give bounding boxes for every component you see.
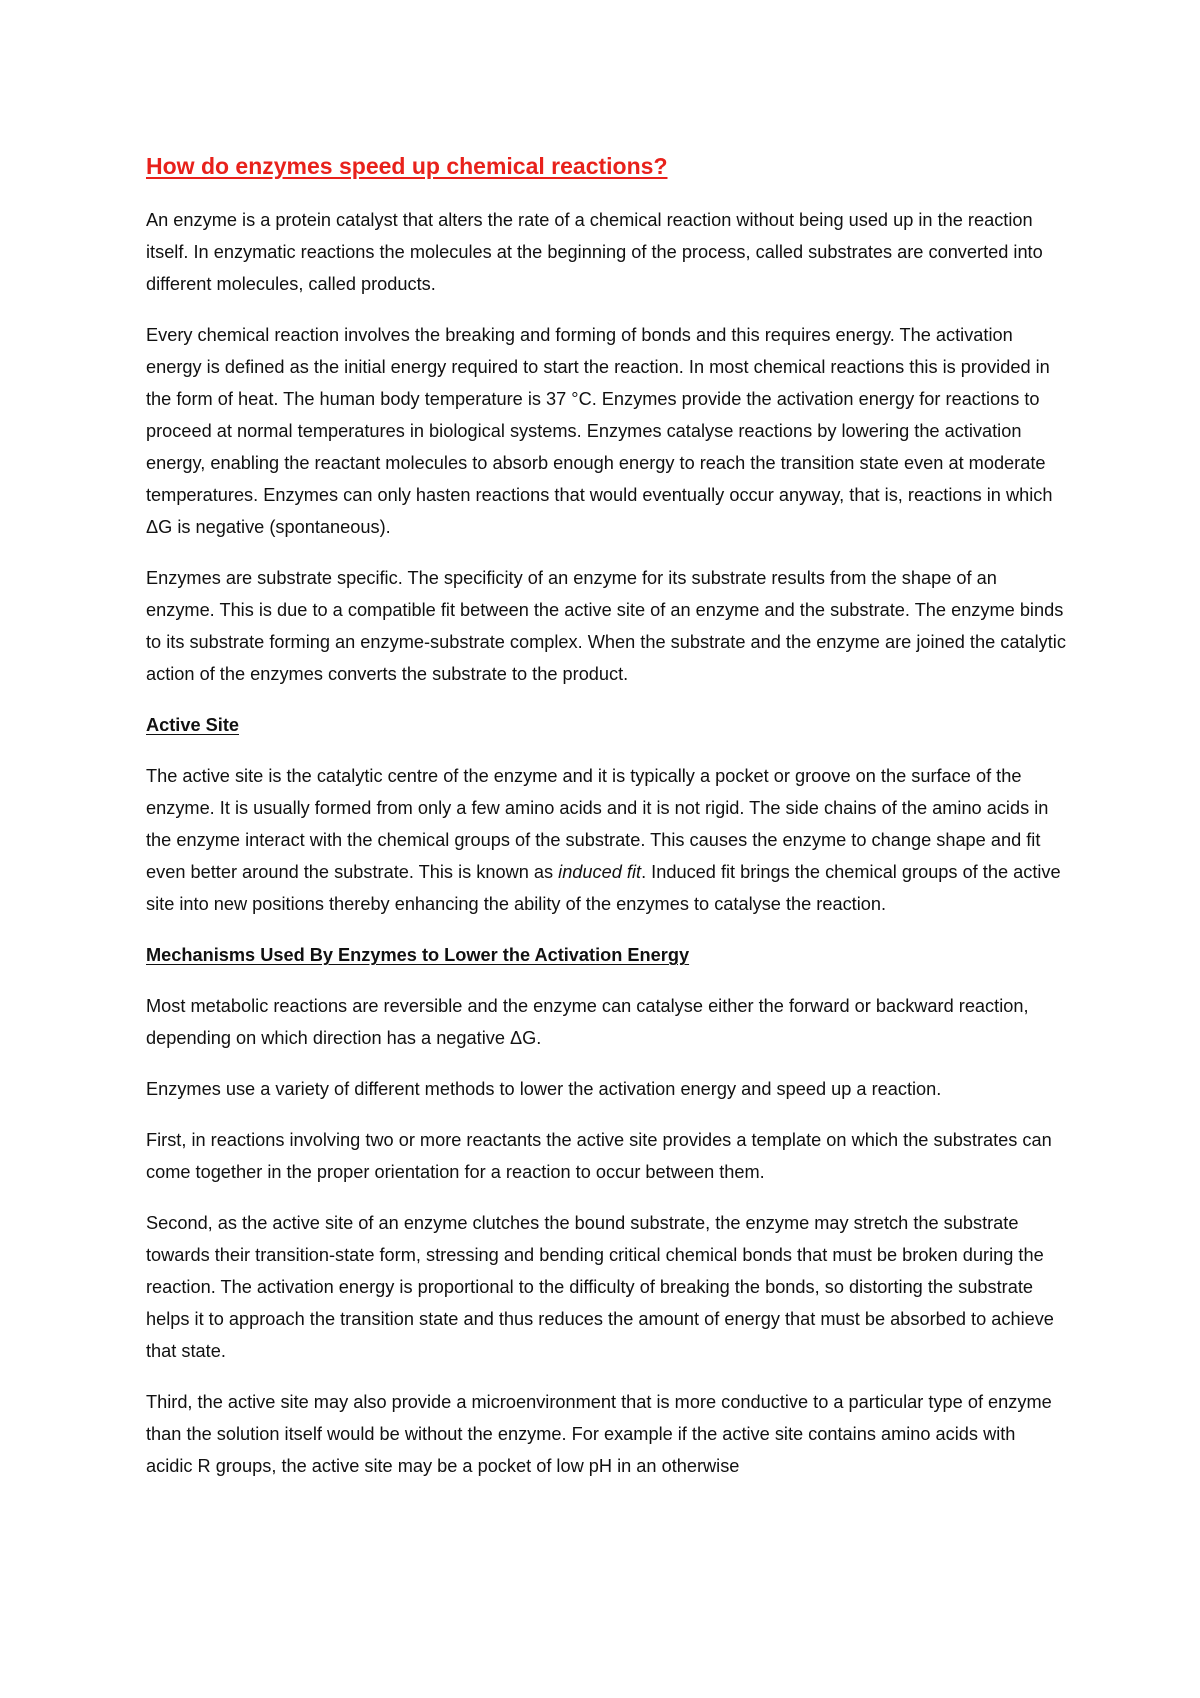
heading-mechanisms: Mechanisms Used By Enzymes to Lower the Activation Energy <box>146 945 690 965</box>
paragraph-active-site <box>146 760 1066 920</box>
paragraph-substrate-specific: Enzymes are substrate specific. The specificity of an enzyme for its substrate results from the shape of an enzyme. This is due to a compatible fit between the active site of an enzyme and the substrate. The enzyme binds to its substrate forming an enzyme-substrate complex. When the substrate and the enzyme are joined the catalytic action of the enzymes converts the substrate to the product. <box>146 568 1066 684</box>
induced-fit-term: induced fit <box>558 862 642 882</box>
active-site-text-end: . Induced fit brings the chemical groups of the active site into new positions thereby enhancing the ability of the enzymes to catalyse the reaction. <box>146 862 1061 914</box>
paragraph-third-method: Third, the active site may also provide a microenvironment that is more conductive to a particular type of enzyme than the solution itself would be without the enzyme. For example if the active site contains amino acids with acidic R groups, the active site may be a pocket of low pH in an otherwise <box>146 1392 1052 1476</box>
heading-active-site: Active Site <box>146 715 239 735</box>
active-site-text-start: The active site is the catalytic centre of the enzyme and it is typically a pocket or groove on the surface of the enzyme. It is usually formed from only a few amino acids and it is not rigid. The side chains of the amino acids in the enzyme interact with the chemical groups of the substrate. This causes the enzyme to change shape and fit even better around the substrate. This is known as <box>146 766 1049 882</box>
paragraph-activation-energy: Every chemical reaction involves the breaking and forming of bonds and this requires energy. The activation energy is defined as the initial energy required to start the reaction. In most chemical reactions this is provided in the form of heat. The human body temperature is 37 °C. Enzymes provide the activation energy for reactions to proceed at normal temperatures in biological systems. Enzymes catalyse reactions by lowering the activation energy, enabling the reactant molecules to absorb enough energy to reach the transition state even at moderate temperatures. Enzymes can only hasten reactions that would eventually occur anyway, that is, reactions in which ΔG is negative (spontaneous). <box>146 325 1053 537</box>
paragraph-methods: Enzymes use a variety of different methods to lower the activation energy and speed up a reaction. <box>146 1079 942 1099</box>
document-title: How do enzymes speed up chemical reactions? <box>146 153 668 179</box>
document-body <box>146 150 1066 1501</box>
paragraph-reversible-reactions: Most metabolic reactions are reversible and the enzyme can catalyse either the forward or backward reaction, depending on which direction has a negative ΔG. <box>146 996 1029 1048</box>
paragraph-second-method: Second, as the active site of an enzyme clutches the bound substrate, the enzyme may stretch the substrate towards their transition-state form, stressing and bending critical chemical bonds that must be broken during the reaction. The activation energy is proportional to the difficulty of breaking the bonds, so distorting the substrate helps it to approach the transition state and thus reduces the amount of energy that must be absorbed to achieve that state. <box>146 1213 1054 1361</box>
paragraph-enzyme-definition: An enzyme is a protein catalyst that alters the rate of a chemical reaction without being used up in the reaction itself. In enzymatic reactions the molecules at the beginning of the process, called substrates are converted into different molecules, called products. <box>146 210 1043 294</box>
paragraph-first-method: First, in reactions involving two or more reactants the active site provides a template on which the substrates can come together in the proper orientation for a reaction to occur between them. <box>146 1130 1052 1182</box>
